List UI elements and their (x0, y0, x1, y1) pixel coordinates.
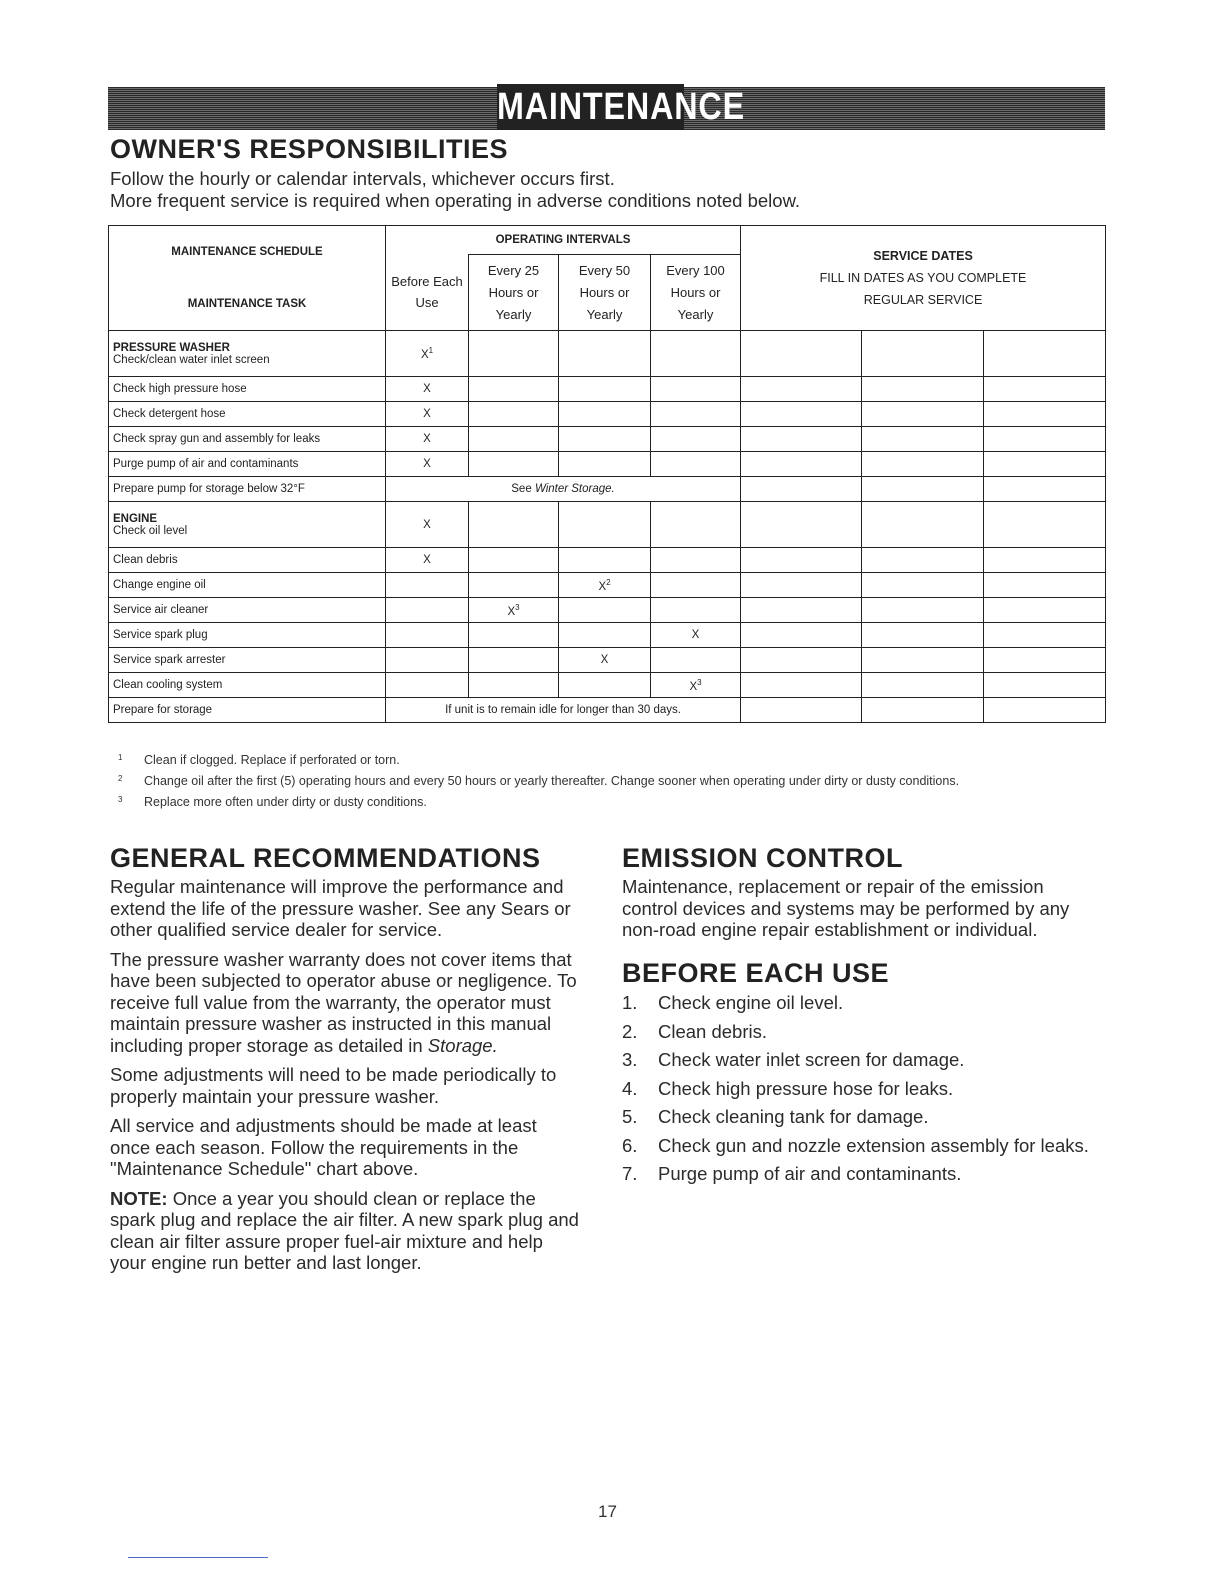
service-date-cell (862, 427, 984, 452)
step-text: Check gun and nozzle extension assembly for leaks. (658, 1134, 1089, 1156)
interval-every-50: Every 50 Hours or Yearly (559, 255, 651, 331)
task-cell (109, 623, 386, 648)
service-date-cell (741, 502, 862, 548)
list-item (622, 1163, 1102, 1185)
service-date-cell (741, 452, 862, 477)
interval-mark-e50 (559, 673, 651, 698)
service-date-cell (741, 698, 862, 723)
list-item (622, 1078, 1102, 1100)
owners-line-1: Follow the hourly or calendar intervals, whichever occurs first. (110, 168, 615, 189)
owners-line-2: More frequent service is required when operating in adverse conditions noted below. (110, 190, 801, 211)
storage-reference: Storage. (427, 1034, 498, 1056)
service-date-cell (741, 598, 862, 623)
maintenance-schedule-table (108, 225, 1106, 723)
section-label: PRESSURE WASHER (113, 341, 230, 354)
service-date-cell (984, 673, 1106, 698)
table-row (109, 427, 1106, 452)
service-date-cell (984, 452, 1106, 477)
interval-mark-before: X (386, 377, 469, 402)
task-label: Prepare pump for storage below 32°F (113, 483, 305, 495)
interval-mark-e25 (469, 673, 559, 698)
interval-every-100: Every 100 Hours or Yearly (651, 255, 741, 331)
footnote-mark: 2 (118, 774, 123, 783)
service-date-cell (862, 698, 984, 723)
interval-mark-before: X (386, 548, 469, 573)
table-row (109, 477, 1106, 502)
service-date-cell (741, 673, 862, 698)
interval-note: If unit is to remain idle for longer than 30 days. (386, 698, 741, 723)
list-item (622, 1049, 1102, 1071)
footnote-ref: 1 (428, 346, 434, 356)
service-date-cell (984, 548, 1106, 573)
interval-mark-e50 (559, 377, 651, 402)
list-item (622, 1135, 1102, 1157)
service-dates-title: SERVICE DATES (873, 249, 973, 263)
interval-mark-e100 (651, 502, 741, 548)
task-cell (109, 477, 386, 502)
task-cell (109, 648, 386, 673)
interval-mark-e25 (469, 573, 559, 598)
interval-mark-e100 (651, 548, 741, 573)
service-date-cell (741, 331, 862, 377)
service-date-cell (741, 573, 862, 598)
interval-every-25: Every 25 Hours or Yearly (469, 255, 559, 331)
service-date-cell (984, 573, 1106, 598)
footnote-text: Change oil after the first (5) operating hours and every 50 hours or yearly thereafter. Change sooner when operating under dirty or dusty conditions. (144, 774, 960, 788)
task-label: MAINTENANCE TASK (187, 298, 307, 310)
step-number: 7. (622, 1163, 638, 1184)
footnote-2 (118, 771, 959, 792)
service-date-cell (862, 548, 984, 573)
interval-mark-e25: $X^3$ (469, 598, 559, 623)
service-date-cell (862, 648, 984, 673)
step-number: 3. (622, 1049, 638, 1070)
general-p1: Regular maintenance will improve the performance and extend the life of the pressure washer. See any Sears or other qualified service dealer for service. (110, 876, 571, 940)
interval-mark-before (386, 648, 469, 673)
service-dates-subtitle: FILL IN DATES AS YOU COMPLETE REGULAR SERVICE (819, 271, 1027, 307)
emission-control-heading: EMISSION CONTROL (622, 843, 904, 873)
service-date-cell (862, 331, 984, 377)
task-label: Clean debris (113, 554, 178, 566)
page-number: 17 (598, 1502, 617, 1521)
task-cell (109, 502, 386, 548)
task-label: Service spark arrester (113, 654, 226, 666)
interval-mark-before: X (386, 402, 469, 427)
task-cell (109, 698, 386, 723)
interval-mark-before (386, 573, 469, 598)
interval-before-each-use: Before Each Use (386, 255, 469, 331)
interval-mark-before: X (386, 427, 469, 452)
service-date-cell (984, 331, 1106, 377)
footnote-text: Clean if clogged. Replace if perforated or torn. (144, 753, 400, 767)
service-date-cell (862, 452, 984, 477)
general-note (110, 1188, 580, 1274)
task-cell (109, 573, 386, 598)
footnote-mark: 3 (118, 795, 123, 804)
footnote-3 (118, 792, 959, 813)
service-date-cell (984, 598, 1106, 623)
list-item (622, 1021, 1102, 1043)
service-date-cell (741, 402, 862, 427)
note-text: Once a year you should clean or replace the spark plug and replace the air filter. A new spark plug and clean air filter assure proper fuel-air mixture and help your engine run better and last longer. (110, 1187, 579, 1273)
service-date-cell (862, 598, 984, 623)
table-row (109, 331, 1106, 377)
bottom-rule (128, 1557, 268, 1558)
footnote-text: Replace more often under dirty or dusty conditions. (144, 795, 427, 809)
interval-mark-e100 (651, 377, 741, 402)
intervals-header: OPERATING INTERVALS (386, 226, 741, 255)
interval-mark-before (386, 673, 469, 698)
service-date-cell (741, 427, 862, 452)
service-date-cell (741, 477, 862, 502)
interval-mark-e50 (559, 502, 651, 548)
task-label: Check/clean water inlet screen (113, 353, 270, 366)
table-row (109, 573, 1106, 598)
task-label: Check detergent hose (113, 408, 226, 420)
task-label: Prepare for storage (113, 704, 213, 716)
interval-mark-e50 (559, 427, 651, 452)
service-date-cell (741, 648, 862, 673)
interval-mark-e50 (559, 598, 651, 623)
service-date-cell (984, 698, 1106, 723)
footnote-1 (118, 750, 959, 771)
table-row (109, 698, 1106, 723)
schedule-header (109, 226, 386, 331)
general-recommendations-heading: GENERAL RECOMMENDATIONS (110, 843, 541, 873)
note-label: NOTE: (110, 1187, 168, 1209)
before-each-use-list (622, 992, 1102, 1192)
winter-storage-reference: Winter Storage. (534, 483, 615, 495)
table-row (109, 548, 1106, 573)
general-p3: Some adjustments will need to be made periodically to properly maintain your pressure washer. (110, 1064, 557, 1107)
interval-mark-before: $X^1$ (386, 331, 469, 377)
interval-mark-e100 (651, 427, 741, 452)
service-date-cell (862, 477, 984, 502)
interval-mark-before (386, 623, 469, 648)
list-item (622, 992, 1102, 1014)
owners-intro (110, 168, 800, 212)
task-label: Check high pressure hose (113, 383, 247, 395)
service-date-cell (984, 402, 1106, 427)
interval-mark-e50: $X^2$ (559, 573, 651, 598)
task-cell (109, 402, 386, 427)
task-cell (109, 331, 386, 377)
general-p2 (110, 949, 580, 1057)
interval-mark-e50 (559, 623, 651, 648)
interval-mark-e25 (469, 648, 559, 673)
task-label: Service air cleaner (113, 604, 209, 616)
table-row (109, 402, 1106, 427)
task-label: Check spray gun and assembly for leaks (113, 433, 321, 445)
interval-mark-e100 (651, 402, 741, 427)
general-p4: All service and adjustments should be made at least once each season. Follow the requirements in the "Maintenance Schedule" chart above. (110, 1115, 537, 1179)
service-dates-header (741, 226, 1106, 331)
step-number: 5. (622, 1106, 638, 1127)
before-each-use-heading: BEFORE EACH USE (622, 958, 890, 988)
interval-mark-e25 (469, 548, 559, 573)
service-date-cell (741, 548, 862, 573)
footnote-mark: 1 (118, 753, 123, 762)
interval-mark-e25 (469, 427, 559, 452)
service-date-cell (741, 623, 862, 648)
table-row (109, 623, 1106, 648)
table-row (109, 598, 1106, 623)
interval-mark-e25 (469, 377, 559, 402)
interval-mark-e100 (651, 573, 741, 598)
general-recommendations-body (110, 876, 580, 1282)
interval-mark-e25 (469, 452, 559, 477)
footnotes (118, 750, 959, 813)
page-title: MAINTENANCE (497, 86, 746, 128)
task-label: Purge pump of air and contaminants (113, 458, 299, 470)
service-date-cell (862, 573, 984, 598)
table-row (109, 377, 1106, 402)
task-cell (109, 598, 386, 623)
interval-mark-e50 (559, 402, 651, 427)
step-text: Check engine oil level. (658, 992, 844, 1013)
step-number: 4. (622, 1077, 638, 1099)
service-date-cell (984, 377, 1106, 402)
service-date-cell (984, 427, 1106, 452)
interval-mark-e25 (469, 502, 559, 548)
interval-mark-e50 (559, 548, 651, 573)
step-number: 6. (622, 1134, 638, 1156)
emission-p1: Maintenance, replacement or repair of the emission control devices and systems may be performed by any non-road engine repair establishment or individual. (622, 876, 1070, 940)
task-cell (109, 377, 386, 402)
interval-mark-e50 (559, 452, 651, 477)
task-cell (109, 673, 386, 698)
owners-heading: OWNER'S RESPONSIBILITIES (110, 134, 508, 164)
interval-mark-e100 (651, 331, 741, 377)
step-text: Check high pressure hose for leaks. (658, 1077, 954, 1099)
interval-mark-e50 (559, 331, 651, 377)
service-date-cell (862, 377, 984, 402)
step-number: 1. (622, 992, 638, 1013)
task-label: Service spark plug (113, 629, 208, 641)
table-row (109, 673, 1106, 698)
step-text: Check cleaning tank for damage. (658, 1106, 929, 1127)
task-cell (109, 427, 386, 452)
interval-mark-e25 (469, 402, 559, 427)
task-label: Clean cooling system (113, 679, 223, 691)
footnote-ref: 3 (697, 677, 702, 687)
service-date-cell (984, 623, 1106, 648)
footnote-ref: 3 (515, 602, 520, 612)
service-date-cell (862, 502, 984, 548)
general-p2-text: The pressure washer warranty does not cover items that have been subjected to operator abuse or negligence. To receive full value from the warranty, the operator must maintain pressure washer as instructed in this manual including proper storage as detailed in (110, 948, 577, 1056)
interval-mark-e25 (469, 331, 559, 377)
step-text: Purge pump of air and contaminants. (658, 1163, 962, 1184)
footnote-ref: 2 (606, 577, 611, 587)
emission-control-body (622, 876, 1102, 949)
step-text: Check water inlet screen for damage. (658, 1049, 965, 1070)
interval-mark-before: X (386, 452, 469, 477)
interval-mark-before: X (386, 502, 469, 548)
task-label: Check oil level (113, 524, 188, 537)
interval-note: See Winter Storage. (386, 477, 741, 502)
interval-mark-e50: X (559, 648, 651, 673)
task-cell (109, 452, 386, 477)
service-date-cell (984, 648, 1106, 673)
step-number: 2. (622, 1020, 638, 1042)
table-row (109, 452, 1106, 477)
interval-mark-e100 (651, 648, 741, 673)
service-date-cell (862, 673, 984, 698)
service-date-cell (741, 377, 862, 402)
schedule-label: MAINTENANCE SCHEDULE (171, 246, 323, 258)
interval-mark-e25 (469, 623, 559, 648)
interval-mark-e100: $X^3$ (651, 673, 741, 698)
step-text: Clean debris. (658, 1020, 768, 1042)
section-label: ENGINE (113, 512, 158, 525)
interval-mark-e100 (651, 598, 741, 623)
task-cell (109, 548, 386, 573)
interval-mark-before (386, 598, 469, 623)
interval-mark-e100: X (651, 623, 741, 648)
task-label: Change engine oil (113, 579, 206, 591)
service-date-cell (862, 623, 984, 648)
table-row (109, 648, 1106, 673)
service-date-cell (984, 502, 1106, 548)
interval-mark-e100 (651, 452, 741, 477)
service-date-cell (984, 477, 1106, 502)
list-item (622, 1106, 1102, 1128)
table-row (109, 502, 1106, 548)
service-date-cell (862, 402, 984, 427)
